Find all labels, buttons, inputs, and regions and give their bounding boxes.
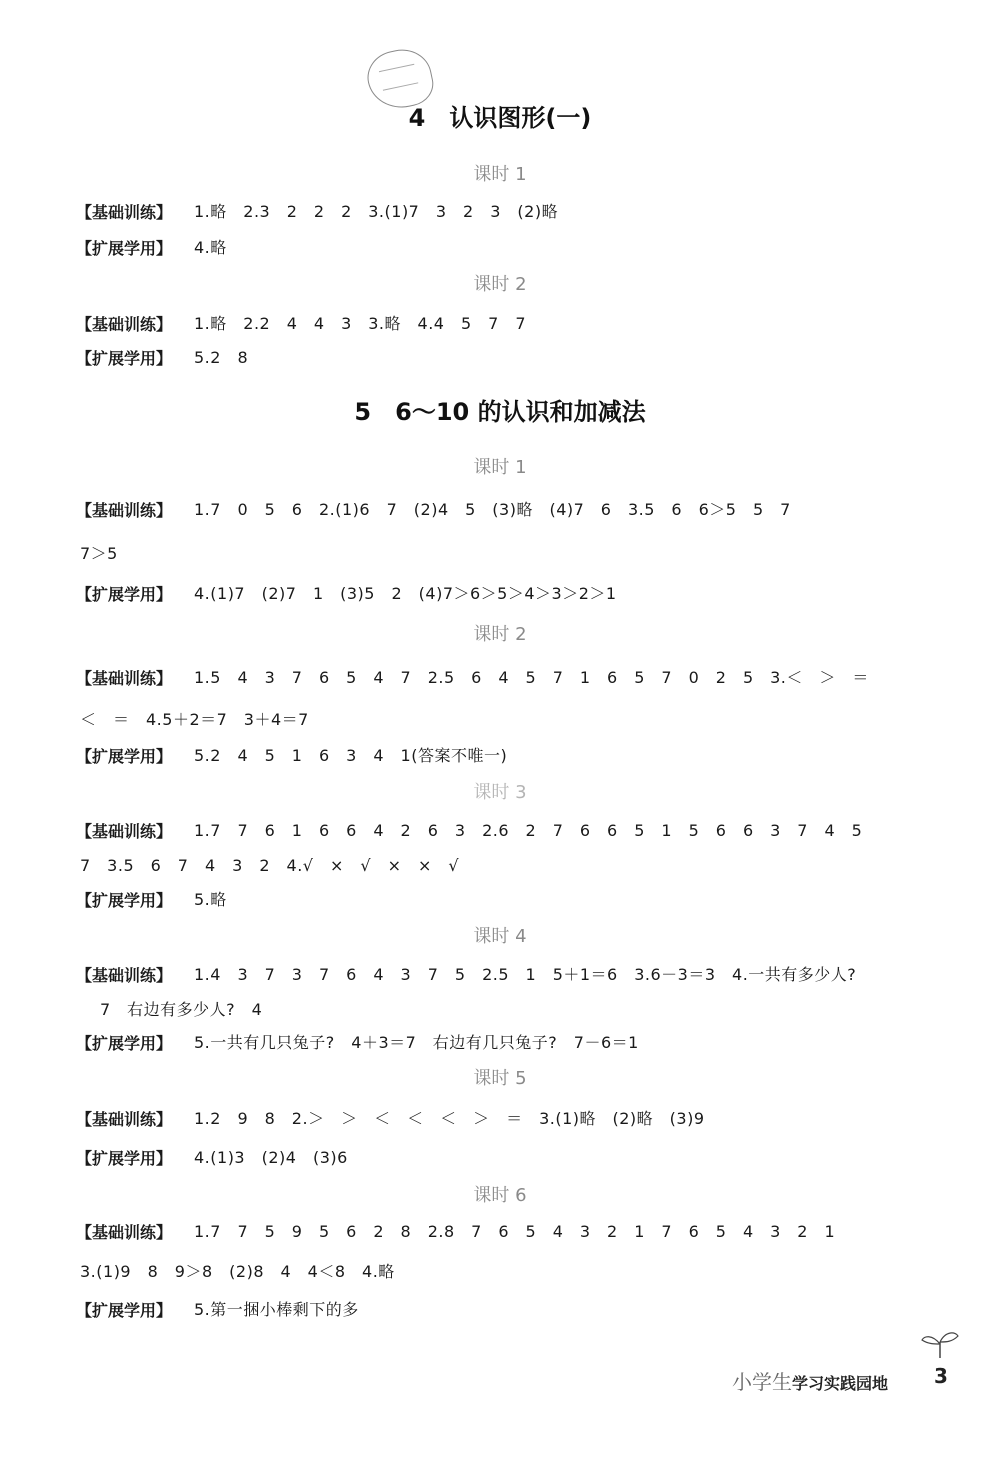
basic-training-label: 【基础训练】 [76,669,173,688]
answer-line: 1.5 4 3 7 6 5 4 7 2.5 6 4 5 7 1 6 5 7 0 2 5 3.＜ ＞ ＝ [194,668,869,687]
extended-learning-label: 【扩展学用】 [76,1149,173,1168]
lesson-title: 课时 5 [473,1068,527,1089]
answer-line: 3.(1)9 8 9＞8 (2)8 4 4＜8 4.略 [80,1262,395,1281]
answer-line: 1.略 2.3 2 2 2 3.(1)7 3 2 3 (2)略 [194,202,559,221]
extended-learning-label: 【扩展学用】 [76,747,173,766]
footer-brand [732,1366,888,1395]
lesson-title: 课时 2 [473,624,527,645]
extended-learning-label: 【扩展学用】 [76,891,173,910]
answer-line: 7 3.5 6 7 4 3 2 4.√ × √ × × √ [80,856,460,875]
basic-training-label: 【基础训练】 [76,966,173,985]
section-5-title: 5 6～10 的认识和加减法 [354,398,646,426]
lesson-title: 课时 2 [473,274,527,295]
answer-line: 1.7 0 5 6 2.(1)6 7 (2)4 5 (3)略 (4)7 6 3.5 6 6＞5 5 7 [194,500,791,519]
section-4-title: 4 认识图形(一) [408,104,592,132]
basic-training-label: 【基础训练】 [76,203,173,222]
answer-line: 1.2 9 8 2.＞ ＞ ＜ ＜ ＜ ＞ ＝ 3.(1)略 (2)略 (3)9 [194,1109,705,1128]
basic-training-label: 【基础训练】 [76,1110,173,1129]
extended-learning-label: 【扩展学用】 [76,585,173,604]
answer-line: 1.7 7 5 9 5 6 2 8 2.8 7 6 5 4 3 2 1 7 6 5 4 3 2 1 [194,1222,836,1241]
lesson-title: 课时 3 [473,782,527,803]
footer-brand-small: 学习实践园地 [792,1374,889,1393]
page-number: 3 [934,1364,948,1388]
answer-line: ＜ ＝ 4.5＋2＝7 3＋4＝7 [80,710,309,729]
basic-training-label: 【基础训练】 [76,315,173,334]
extended-learning-label: 【扩展学用】 [76,1301,173,1320]
answer-line: 4.(1)3 (2)4 (3)6 [194,1148,348,1167]
stamp-mark [379,64,418,91]
basic-training-label: 【基础训练】 [76,1223,173,1242]
extended-learning-label: 【扩展学用】 [76,1034,173,1053]
basic-training-label: 【基础训练】 [76,501,173,520]
answer-line: 4.(1)7 (2)7 1 (3)5 2 (4)7＞6＞5＞4＞3＞2＞1 [194,584,617,603]
answer-line: 5.2 4 5 1 6 3 4 1(答案不唯一) [194,746,508,765]
answer-line: 5.第一捆小棒剩下的多 [194,1300,359,1319]
answer-line: 1.略 2.2 4 4 3 3.略 4.4 5 7 7 [194,314,527,333]
extended-learning-label: 【扩展学用】 [76,349,173,368]
lesson-title: 课时 6 [473,1185,527,1206]
answer-line: 7＞5 [80,544,118,563]
answer-line: 7 右边有多少人? 4 [100,1000,263,1019]
basic-training-label: 【基础训练】 [76,822,173,841]
answer-line: 5.一共有几只兔子? 4＋3＝7 右边有几只兔子? 7－6＝1 [194,1033,639,1052]
footer-brand-big: 小学生 [732,1370,792,1394]
answer-line: 4.略 [194,238,227,257]
answer-line: 1.4 3 7 3 7 6 4 3 7 5 2.5 1 5＋1＝6 3.6－3＝3 4.一共有多少人? [194,965,857,984]
extended-learning-label: 【扩展学用】 [76,239,173,258]
answer-line: 5.略 [194,890,227,909]
lesson-title: 课时 1 [473,457,527,478]
answer-line: 5.2 8 [194,348,249,367]
lesson-title: 课时 1 [473,164,527,185]
answer-line: 1.7 7 6 1 6 6 4 2 6 3 2.6 2 7 6 6 5 1 5 6 6 3 7 4 5 [194,821,863,840]
lesson-title: 课时 4 [473,926,527,947]
sprout-logo-icon [920,1328,960,1358]
